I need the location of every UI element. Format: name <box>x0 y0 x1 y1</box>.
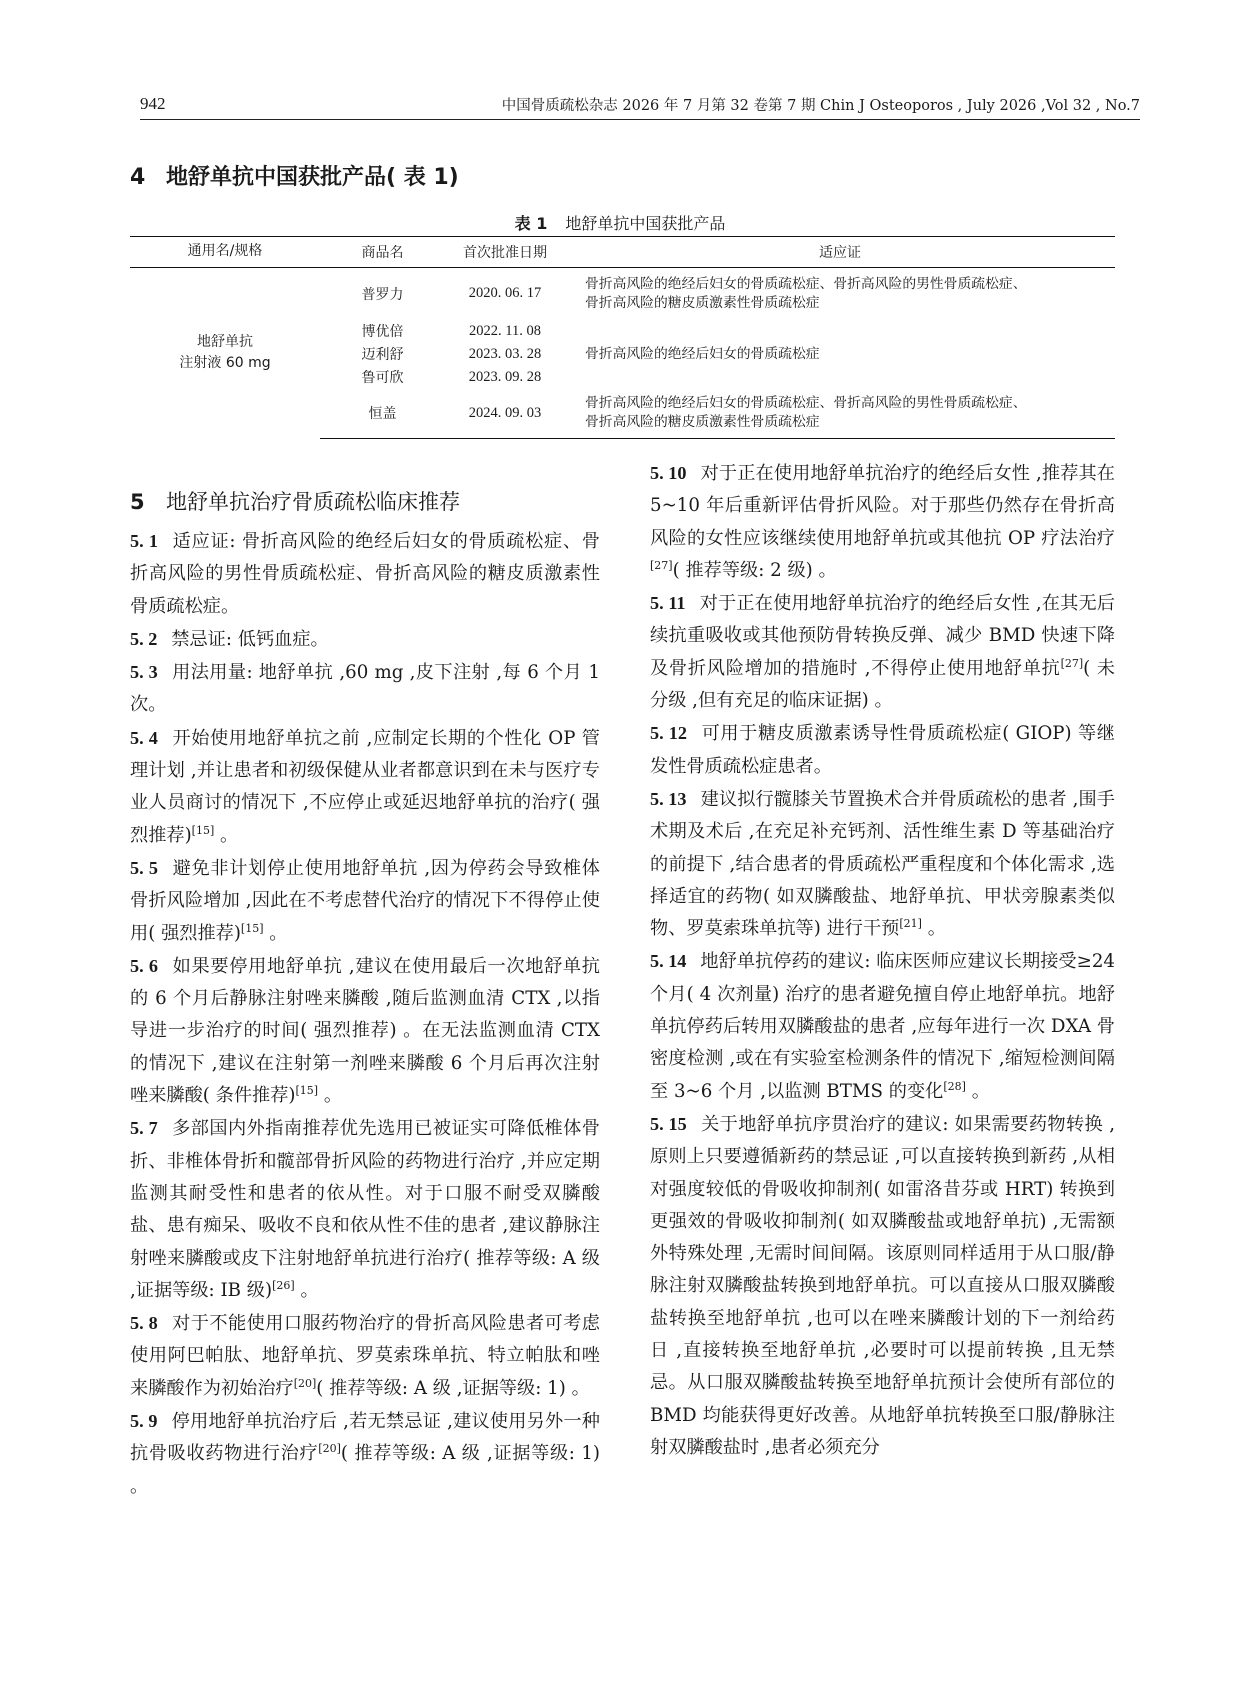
paragraph-tail: ( 未分级 ,但有充足的临床证据) 。 <box>650 657 1115 712</box>
recommendation-paragraph <box>130 656 600 722</box>
paragraph-number: 5. 9 <box>130 1411 158 1432</box>
citation-ref: [20] <box>293 1376 317 1390</box>
paragraph-number: 5. 2 <box>130 628 158 649</box>
section-5-number: 5 <box>130 490 145 514</box>
approval-date: 2023. 09. 28 <box>468 368 542 385</box>
paragraph-number: 5. 6 <box>130 955 158 976</box>
paragraph-number: 5. 1 <box>130 531 158 551</box>
recommendation-paragraph <box>130 1405 600 1503</box>
section-4-title: 地舒单抗中国获批产品( 表 1) <box>166 165 459 190</box>
table-caption-title: 地舒单抗中国获批产品 <box>565 214 726 233</box>
citation-ref: [27] <box>1060 656 1084 670</box>
paragraph-text: 停用地舒单抗治疗后 ,若无禁忌证 ,建议使用另外一种抗骨吸收药物进行治疗 <box>130 1411 600 1465</box>
table-caption-label: 表 1 <box>514 214 548 233</box>
paragraph-number: 5. 5 <box>130 857 158 878</box>
right-column <box>650 457 1115 1464</box>
generic-spec: 注射液 60 mg <box>179 355 271 372</box>
paragraph-tail: ( 推荐等级: A 级 ,证据等级: 1) 。 <box>130 1443 600 1497</box>
paragraph-number: 5. 3 <box>130 662 158 683</box>
section-5-title: 地舒单抗治疗骨质疏松临床推荐 <box>166 490 460 514</box>
paragraph-text: 避免非计划停止使用地舒单抗 ,因为停药会导致椎体骨折风险增加 ,因此在不考虑替代治疗的情况下不得停止使用( 强烈推荐) <box>130 857 600 944</box>
citation-ref: [15] <box>240 921 264 935</box>
paragraph-tail: 。 <box>263 922 288 944</box>
product-name: 迈利舒 <box>361 347 404 363</box>
paragraph-tail: ( 推荐等级: A 级 ,证据等级: 1) 。 <box>316 1377 590 1399</box>
section-5-heading <box>130 486 460 516</box>
generic-name: 地舒单抗 <box>197 334 253 351</box>
indication-line: 骨折高风险的绝经后妇女的骨质疏松症、骨折高风险的男性骨质疏松症、 <box>585 395 1027 412</box>
recommendation-paragraph <box>650 1108 1115 1464</box>
paragraph-number: 5. 13 <box>650 788 687 809</box>
recommendation-paragraph <box>130 852 600 950</box>
journal-info: 中国骨质疏松杂志 2026 年 7 月第 32 卷第 7 期 Chin J Osteoporos , July 2026 ,Vol 32 , No.7 <box>501 98 1140 114</box>
table-header-row <box>130 237 1115 268</box>
approval-date: 2022. 11. 08 <box>469 322 541 339</box>
recommendation-paragraph <box>130 525 600 623</box>
recommendation-paragraph <box>130 722 600 852</box>
recommendation-paragraph <box>130 950 600 1112</box>
paragraph-text: 关于地舒单抗序贯治疗的建议: 如果需要药物转换 ,原则上只要遵循新药的禁忌证 ,可以直接转换到新药 ,从相对强度较低的骨吸收抑制剂( 如雷洛昔芬或 HRT) 转换到更强效的骨吸收抑制剂( 如双膦酸盐或地舒单抗) ,无需额外特殊处理 ,无需时间间隔。该原则同样适用于从口服/静脉注射双膦酸盐转换到地舒单抗。可以直接从口服双膦酸盐转换至地舒单抗 ,也可以在唑来膦酸计划的下一剂给药日 ,直接转换至地舒单抗 ,必要时可以提前转换 ,且无禁忌。从口服双膦酸盐转换至地舒单抗预计会使所有部位的 BMD 均能获得更好改善。从地舒单抗转换至口服/静脉注射双膦酸盐时 ,患者必须充分 <box>650 1113 1115 1458</box>
paragraph-number: 5. 12 <box>650 723 687 744</box>
paragraph-text: 可用于糖皮质激素诱导性骨质疏松症( GIOP) 等继发性骨质疏松症患者。 <box>650 723 1115 777</box>
paragraph-number: 5. 14 <box>650 951 687 972</box>
recommendation-paragraph <box>130 1307 600 1405</box>
paragraph-text: 对于正在使用地舒单抗治疗的绝经后女性 ,推荐其在 5~10 年后重新评估骨折风险。对于那些仍然存在骨折高风险的女性应该继续使用地舒单抗或其他抗 OP 疗法治疗 <box>650 463 1115 549</box>
paragraph-text: 适应证: 骨折高风险的绝经后妇女的骨质疏松症、骨折高风险的男性骨质疏松症、骨折高风险的糖皮质激素性骨质疏松症。 <box>130 531 600 617</box>
indication-line: 骨折高风险的糖皮质激素性骨质疏松症 <box>585 294 820 311</box>
indication-cell <box>565 268 1115 320</box>
indication-line: 骨折高风险的糖皮质激素性骨质疏松症 <box>585 414 820 431</box>
indication-cell <box>565 389 1115 439</box>
paragraph-tail: ( 推荐等级: 2 级) 。 <box>672 559 837 581</box>
product-name: 博优倍 <box>361 324 404 340</box>
citation-ref: [21] <box>899 917 922 931</box>
column-header-generic: 通用名/规格 <box>130 237 320 268</box>
paragraph-text: 用法用量: 地舒单抗 ,60 mg ,皮下注射 ,每 6 个月 1 次。 <box>130 662 601 716</box>
header-rule <box>140 119 1140 120</box>
recommendation-paragraph <box>650 457 1115 587</box>
paragraph-text: 多部国内外指南推荐优先选用已被证实可降低椎体骨折、非椎体骨折和髋部骨折风险的药物进行治疗 ,并应定期监测其耐受性和患者的依从性。对于口服不耐受双膦酸盐、患有痴呆、吸收不良和依从性不佳的患者 ,建议静脉注射唑来膦酸或皮下注射地舒单抗进行治疗( 推荐等级: A 级 ,证据等级: IB 级) <box>130 1118 600 1301</box>
paragraph-number: 5. 4 <box>130 727 158 748</box>
product-name: 恒盖 <box>320 389 445 439</box>
paragraph-text: 建议拟行髋膝关节置换术合并骨质疏松的患者 ,围手术期及术后 ,在充足补充钙剂、活性维生素 D 等基础治疗的前提下 ,结合患者的骨质疏松严重程度和个体化需求 ,选择适宜的药物( 如双膦酸盐、地舒单抗、甲状旁腺素类似物、罗莫索珠单抗等) 进行干预 <box>650 788 1115 940</box>
citation-ref: [20] <box>318 1442 341 1456</box>
approved-products-table <box>130 236 1115 439</box>
approval-date: 2023. 03. 28 <box>468 345 542 362</box>
approval-date: 2020. 06. 17 <box>468 285 542 302</box>
generic-name-cell <box>130 268 320 439</box>
recommendation-paragraph <box>130 1112 600 1307</box>
paragraph-number: 5. 8 <box>130 1313 158 1334</box>
running-header <box>140 88 1140 122</box>
paragraph-tail: 。 <box>921 918 946 940</box>
paragraph-number: 5. 7 <box>130 1118 158 1139</box>
indication-line: 骨折高风险的绝经后妇女的骨质疏松症 <box>585 345 820 362</box>
citation-ref: [28] <box>943 1079 966 1093</box>
recommendation-paragraph <box>130 623 600 656</box>
indication-line: 骨折高风险的绝经后妇女的骨质疏松症、骨折高风险的男性骨质疏松症、 <box>585 275 1027 292</box>
paragraph-text: 禁忌证: 低钙血症。 <box>171 628 329 650</box>
indication-cell <box>565 320 1115 389</box>
citation-ref: [15] <box>295 1083 319 1097</box>
paragraph-number: 5. 15 <box>650 1113 687 1134</box>
left-column <box>130 525 600 1503</box>
citation-ref: [15] <box>191 823 215 837</box>
section-4-heading <box>130 160 459 191</box>
paragraph-text: 开始使用地舒单抗之前 ,应制定长期的个性化 OP 管理计划 ,并让患者和初级保健从业者都意识到在未与医疗专业人员商讨的情况下 ,不应停止或延迟地舒单抗的治疗( 强烈推荐) <box>130 727 600 846</box>
recommendation-paragraph <box>650 587 1115 717</box>
paragraph-text: 对于正在使用地舒单抗治疗的绝经后女性 ,在其无后续抗重吸收或其他预防骨转换反弹、减少 BMD 快速下降及骨折风险增加的措施时 ,不得停止使用地舒单抗 <box>650 593 1115 679</box>
paragraph-tail: 。 <box>214 824 239 846</box>
paragraph-tail: 。 <box>294 1279 319 1301</box>
table-caption <box>0 211 1240 234</box>
citation-ref: [27] <box>650 558 673 572</box>
paragraph-text: 对于不能使用口服药物治疗的骨折高风险患者可考虑使用阿巴帕肽、地舒单抗、罗莫索珠单抗、特立帕肽和唑来膦酸作为初始治疗 <box>130 1313 600 1399</box>
paragraph-tail: 。 <box>318 1085 343 1107</box>
paragraph-tail: 。 <box>965 1080 990 1102</box>
paragraph-text: 地舒单抗停药的建议: 临床医师应建议长期接受≥24 个月( 4 次剂量) 治疗的患者避免擅自停止地舒单抗。地舒单抗停药后转用双膦酸盐的患者 ,应每年进行一次 DXA 骨密度检测 ,或在有实验室检测条件的情况下 ,缩短检测间隔至 3~6 个月 ,以监测 BTMS 的变化 <box>650 951 1116 1102</box>
approval-date: 2024. 09. 03 <box>445 389 565 439</box>
product-name: 普罗力 <box>361 286 404 303</box>
paragraph-number: 5. 11 <box>650 593 686 614</box>
table-row <box>130 268 1115 320</box>
recommendation-paragraph <box>650 717 1115 783</box>
recommendation-paragraph <box>650 783 1115 945</box>
paragraph-number: 5. 10 <box>650 463 687 483</box>
column-header-product: 商品名 <box>320 237 445 268</box>
section-4-number: 4 <box>130 165 146 190</box>
page-number: 942 <box>140 94 166 113</box>
recommendation-paragraph <box>650 945 1115 1107</box>
product-name: 鲁可欣 <box>361 370 404 386</box>
column-header-date: 首次批准日期 <box>445 237 565 268</box>
citation-ref: [26] <box>272 1278 295 1292</box>
paragraph-text: 如果要停用地舒单抗 ,建议在使用最后一次地舒单抗的 6 个月后静脉注射唑来膦酸 ,随后监测血清 CTX ,以指导进一步治疗的时间( 强烈推荐) 。在无法监测血清 CTX 的情况下 ,建议在注射第一剂唑来膦酸 6 个月后再次注射唑来膦酸( 条件推荐) <box>130 955 600 1107</box>
column-header-indication: 适应证 <box>565 237 1115 268</box>
